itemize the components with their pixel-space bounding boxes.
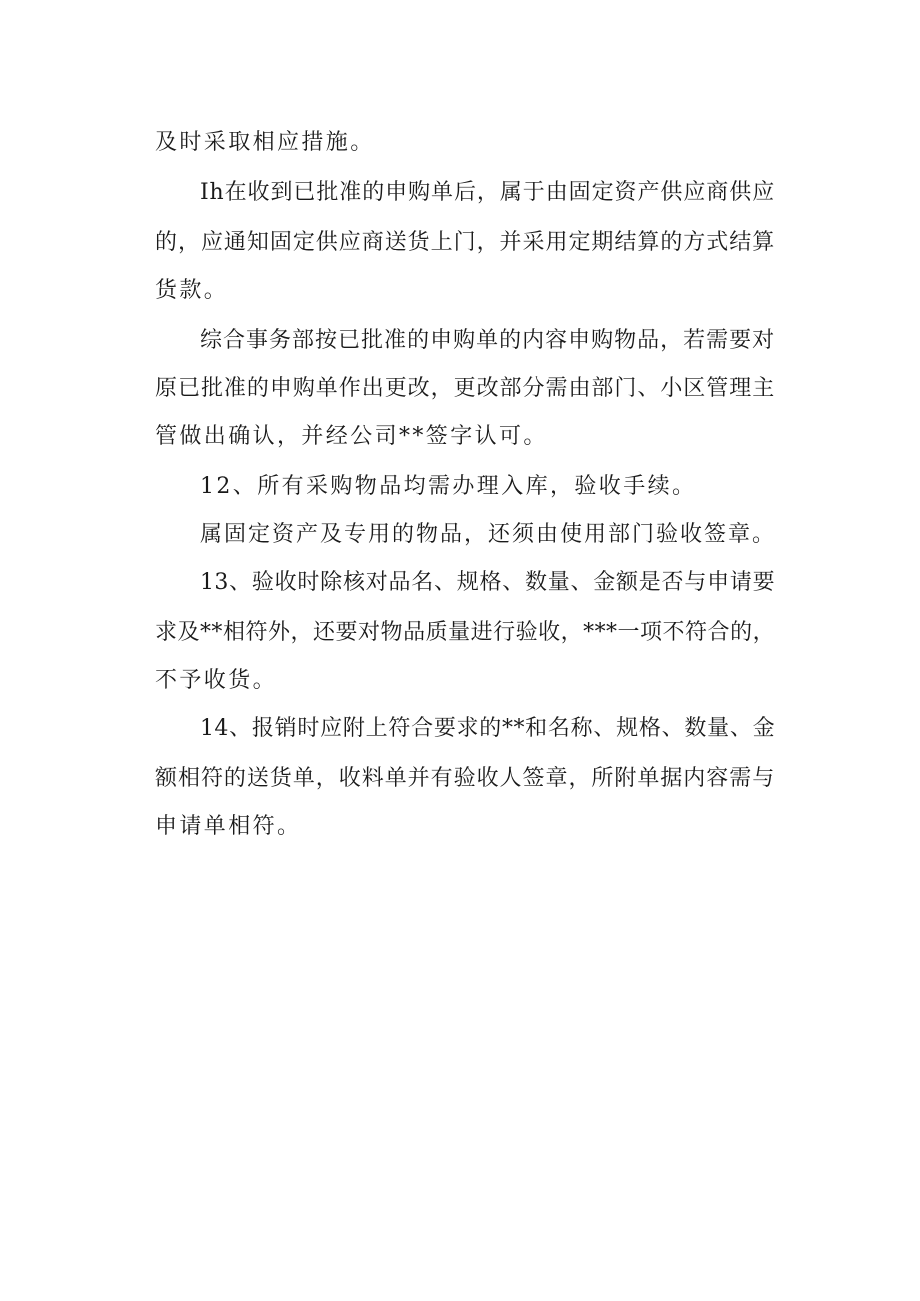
text-line: 额相符的送货单，收料单并有验收人签章，所附单据内容需与 bbox=[155, 766, 775, 791]
text-line: 管做出确认，并经公司**签字认可。 bbox=[155, 424, 548, 449]
text-line: Ih在收到已批准的申购单后，属于由固定资产供应商供应 bbox=[200, 180, 775, 205]
text-line: 的，应通知固定供应商送货上门，并采用定期结算的方式结算 bbox=[155, 230, 775, 255]
text-line: 综合事务部按已批准的申购单的内容申购物品，若需要对 bbox=[200, 328, 775, 353]
text-line: 申请单相符。 bbox=[155, 814, 302, 839]
text-line: 12、所有采购物品均需办理入库，验收手续。 bbox=[200, 474, 697, 499]
text-line: 货款。 bbox=[155, 278, 229, 303]
text-line: 不予收货。 bbox=[155, 668, 278, 693]
text-line: 原已批准的申购单作出更改，更改部分需由部门、小区管理主 bbox=[155, 376, 775, 401]
text-line: 13、验收时除核对品名、规格、数量、金额是否与申请要 bbox=[200, 570, 775, 595]
text-line: 及时采取相应措施。 bbox=[155, 130, 375, 155]
text-line: 属固定资产及专用的物品，还须由使用部门验收签章。 bbox=[200, 522, 777, 547]
text-line: 求及**相符外，还要对物品质量进行验收，***一项不符合的， bbox=[155, 620, 775, 645]
text-line: 14、报销时应附上符合要求的**和名称、规格、数量、金 bbox=[200, 716, 775, 741]
